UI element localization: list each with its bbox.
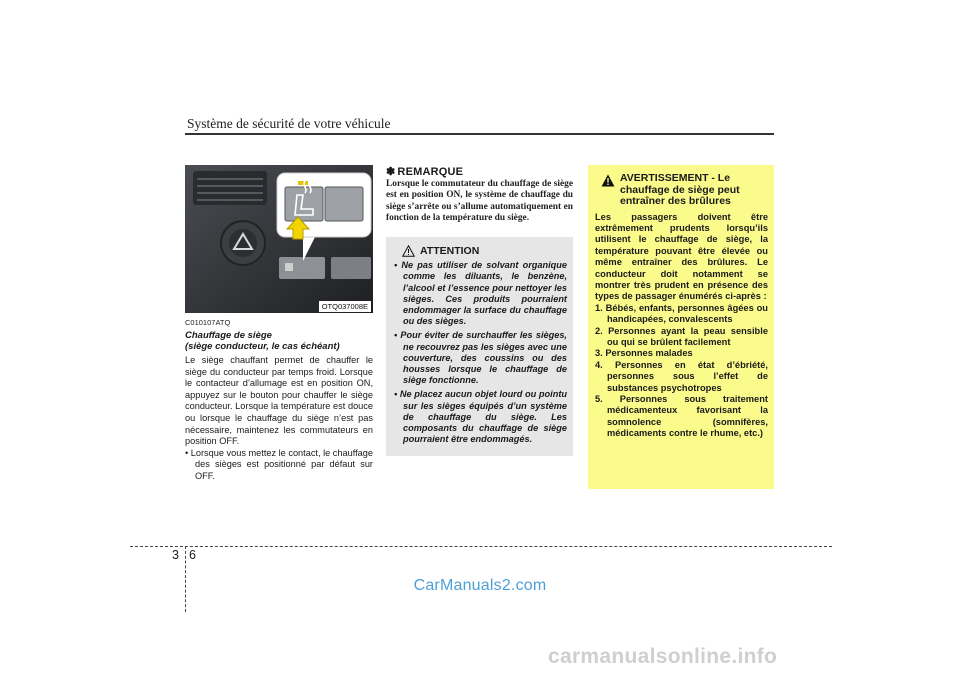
warning-item: 3. Personnes malades — [595, 348, 693, 359]
section-body-text: Le siège chauffant permet de chauffer le siège du conducteur par temps froid. Lorsque le contacteur d’allumage est en position ON, appuyez sur le bouton pour chauffer le siège conducteur. Lorsque la température est douce ou lorsque le chauffage du siège n’est pas nécessaire, maintenez les commutateurs en position OFF. — [185, 355, 373, 447]
header-rule — [185, 133, 774, 135]
attention-box — [386, 237, 573, 456]
warning-header — [601, 173, 768, 208]
warning-title: AVERTISSEMENT - Le chauffage de siège peut entraîner des brûlures — [620, 172, 740, 207]
section-subtitle — [185, 330, 373, 352]
remarque-heading — [386, 165, 573, 178]
warning-item: 1. Bébés, enfants, personnes âgées ou handicapées, convalescents — [595, 302, 768, 325]
warning-body: Les passagers doivent être extrêmement prudents lorsqu’ils utilisent le chauffage de siège, la température pouvant être élevée ou même entraîner des brûlures. Le conducteur doit notamment se montrer très prudent en présence des types de passager énumérés ci-après : — [595, 211, 768, 302]
section-bullet: • Lorsque vous mettez le contact, le chauffage des sièges est positionné par défaut sur OFF. — [185, 447, 373, 481]
attention-title: ATTENTION — [420, 245, 480, 258]
warning-triangle-icon — [601, 174, 615, 187]
warning-item: 2. Personnes ayant la peau sensible ou qui se brûlent facilement — [595, 325, 768, 347]
watermark-link[interactable]: CarManuals2.com — [413, 577, 547, 594]
warning-item: 4. Personnes en état d’ébriété, personnes sous l’effet de substances psychotropes — [595, 359, 768, 393]
subtitle-line-1: Chauffage de siège — [185, 330, 272, 341]
caution-triangle-icon — [402, 245, 415, 257]
reference-code: C010107ATQ — [185, 318, 231, 327]
middle-column — [386, 165, 573, 456]
attention-item: • Pour éviter de surchauffer les sièges, ne recouvrez pas les sièges avec une couverture, des coussins ou des housses lorsque le chauffage de siège fonctionne. — [394, 330, 567, 386]
attention-header — [402, 245, 567, 257]
right-column — [588, 165, 774, 489]
left-column — [185, 165, 373, 483]
page-number: 6 — [189, 548, 196, 562]
remarque-title: REMARQUE — [397, 166, 464, 178]
remarque-star-icon: ✽ — [386, 166, 396, 178]
page-header-title: Système de sécurité de votre véhicule — [187, 116, 391, 131]
photo-code: OTQ037008E — [319, 301, 371, 312]
subtitle-line-2: (siège conducteur, le cas échéant) — [185, 341, 340, 352]
seat-heater-illustration — [185, 165, 373, 313]
watermark-footer: carmanualsonline.info — [548, 645, 778, 668]
page-section-number: 3 — [172, 548, 179, 562]
attention-item: • Ne placez aucun objet lourd ou pointu sur les sièges équipés d’un système de chauffage du siège. Les composants du chauffage de siège pourraient être endommagés. — [394, 389, 567, 445]
attention-item: • Ne pas utiliser de solvant organique comme les diluants, le benzène, l’alcool et l’essence pour nettoyer les sièges. Ces produits pourraient endommager la surface du chauffage ou des sièges. — [394, 260, 567, 327]
attention-list — [394, 260, 567, 445]
remarque-text: Lorsque le commutateur du chauffage de siège est en position ON, le système de chauffage du siège s’arrête ou s’allume automatiquement en fonction de la température du siège. — [386, 179, 573, 223]
warning-box — [588, 165, 774, 489]
seat-heater-photo — [185, 165, 373, 313]
warning-item: 5. Personnes sous traitement médicamenteux favorisant la somnolence (somnifères, médicaments contre le rhume, etc.) — [595, 394, 768, 439]
footer-dashed-rule — [130, 546, 832, 547]
